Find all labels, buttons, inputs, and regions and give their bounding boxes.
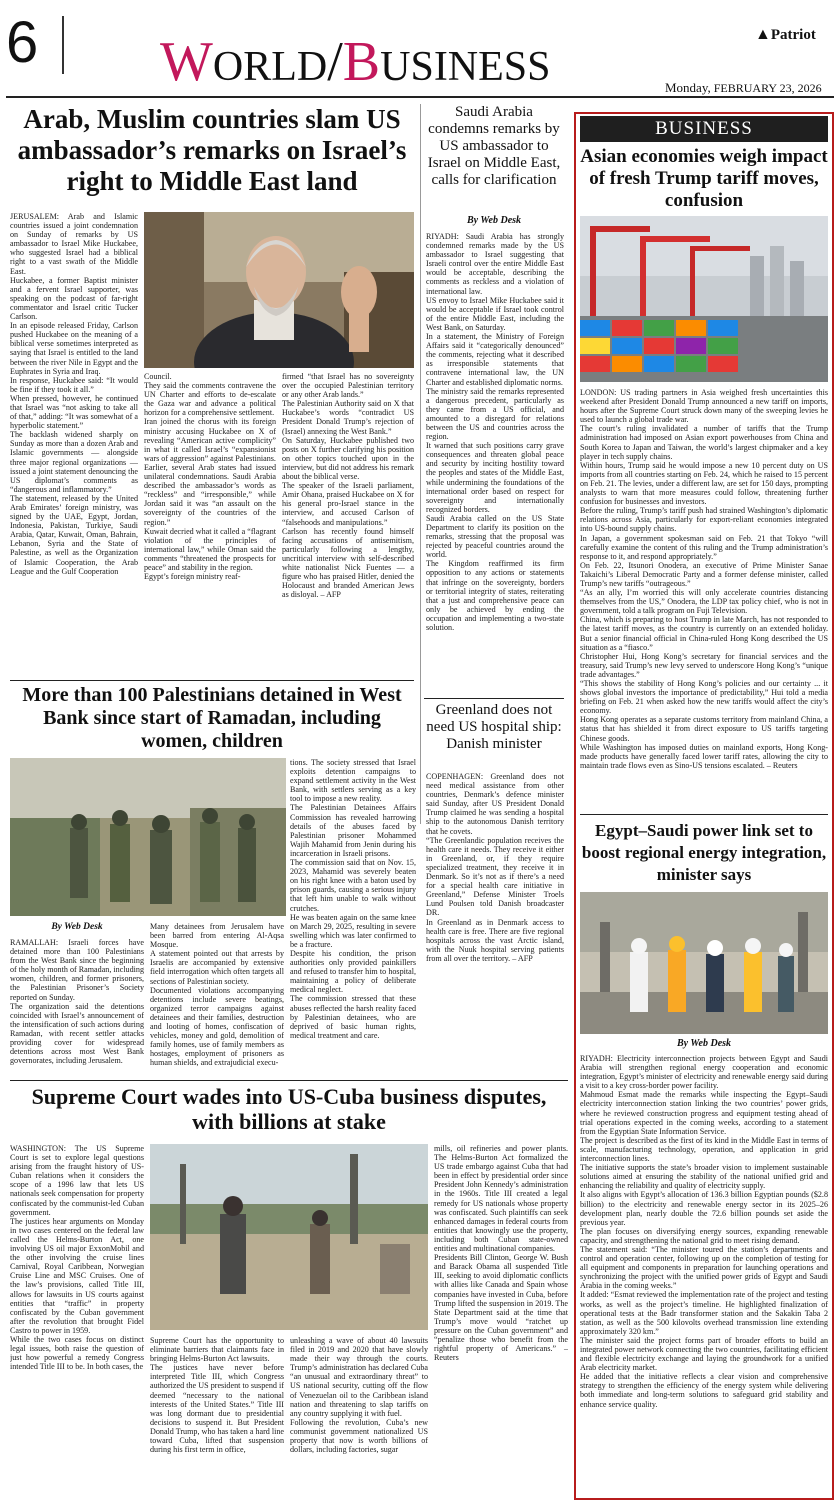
article2-byline: By Web Desk xyxy=(466,215,522,226)
article5-col2: Supreme Court has the opportunity to eliminate barriers that claimants face in bringing Helms-Burton Act lawsuits. The justices have never before interpreted Title III, which Congress authorized the US president to suspend if deemed “necessary to the national interests of the United States.” Title III was long dormant due to presidential decisions to suspend it. But President Donald Trump, who has taken a hard line toward Cuba, lifted that suspension during his first term in office, xyxy=(150,1336,284,1455)
title-usiness: USINESS xyxy=(380,44,551,90)
article7-body: RIYADH: Electricity interconnection projects between Egypt and Saudi Arabia will strengthen regional energy cooperation and economic integration, Egypt’s minister of electricity and renewable energy said during a visit to a key cross-border power facility. Mahmoud Esmat made the remarks while inspecting the Egypt–Saudi electricity interconnection station linking the two countries’ power grids, where he reviewed construction progress and equipment testing ahead of trial operations expected in the coming weeks, according to a statement from the Egyptian State Information Service. The project is described as the first of its kind in the Middle East in terms of scale, manufacturing technology, operation, and application in grid interconnection lines. The initiative supports the state’s broader vision to implement sustainable solutions aimed at ensuring the stability of the national unified grid and enhancing the reliability and quality of electricity supply. It also aligns with Egypt’s allocation of 136.3 billion Egyptian pounds ($2.8 billion) to the electricity and renewable energy sector in its 2025–26 development plan, nearly double the 72.6 billion pounds set aside the previous year. The plan focuses on diversifying energy sources, expanding renewable capacity, and strengthening the national grid to meet rising demand. The statement said: “The minister toured the station’s departments and control and operation center, following up on the completion of testing for all equipment and components in preparation for launching operations and synchronizing the project with the unified power grids of Egypt and Saudi Arabia in the coming weeks.” It added: “Esmat reviewed the implementation rate of the project and testing works, as well as the project’s timeline. He highlighted finalization of operational tests at the Badr transformer station and the Sakakin Taba 2 station, as well as the 500 kilovolts overhead transmission line extending approximately 320 km.” The minister said the project forms part of broader efforts to build an integrated power network connecting the two countries, facilitating efficient and flexible electricity exchange and laying the groundwork for a unified Arab electricity market. He added that the initiative reflects a clear vision and comprehensive strategy to strengthen the efficiency of the energy system while delivering both immediate and long-term solutions to safeguard grid stability and enhance service quality. xyxy=(580,1054,828,1409)
article2-body: RIYADH: Saudi Arabia has strongly condemned remarks made by the US ambassador to Israel suggesting that Israeli control over the entire Middle East would be acceptable, describing the comments as reckless and a violation of international law. US envoy to Israel Mike Huckabee said it would be acceptable if Israel took control of the entire Middle East, including the West Bank, on Saturday. In a statement, the Ministry of Foreign Affairs said it “categorically denounced” the comments, rejecting what it described as irresponsible statements that contravene international law, the UN Charter and established diplomatic norms. The ministry said the remarks represented a dangerous precedent, particularly as they came from a US official, and amounted to a disregard for relations between the US and countries across the region. It warned that such positions carry grave consequences and threaten global peace and security by inciting hostility toward the peoples and states of the Middle East, while undermining the foundations of the international order based on respect for sovereignty and internationally recognized borders. Saudi Arabia called on the US State Department to clarify its position on the remarks, stressing that the proposal was rejected by peaceful countries around the world. The Kingdom reaffirmed its firm opposition to any actions or statements that infringe on the sovereignty, borders or territorial integrity of states, reiterating that a just and comprehensive peace can only be achieved by ending the occupation and implementing a two-state solution. xyxy=(426,232,564,633)
page-number: 6 xyxy=(6,10,39,75)
article3-top-rule xyxy=(10,680,414,681)
article2-bottom-rule xyxy=(424,698,564,699)
article6-headline: Asian economies weigh impact of fresh Trump tariff moves, confusion xyxy=(580,146,828,211)
article3-photo xyxy=(10,758,286,916)
article4-headline: Greenland does not need US hospital ship: Danish minister xyxy=(426,702,562,752)
article3-col1: RAMALLAH: Israeli forces have detained more than 100 Palestinians from the West Bank since the beginning of the holy month of Ramadan, including women, children, and former prisoners, the Palestinian Prisoner’s Society reported on Sunday. The organization said the detentions coincided with Israel’s announcement of the intensification of such actions during Ramadan, with recent settler attacks providing cover for widespread detentions across most West Bank governorates, including Jerusalem. xyxy=(10,938,144,1066)
article1-photo xyxy=(144,212,414,368)
article7-byline: By Web Desk xyxy=(676,1038,732,1049)
article5-headline: Supreme Court wades into US-Cuba business disputes, with billions at stake xyxy=(31,1084,547,1134)
section-title xyxy=(160,30,551,94)
title-initial-b: B xyxy=(342,31,381,93)
title-orld: ORLD xyxy=(212,44,328,90)
article3-col2: Many detainees from Jerusalem have been barred from entering Al-Aqsa Mosque. A statement pointed out that arrests by Israelis are accompanied by extensive field interrogation which often targets all sections of Palestinian society. Documented violations accompanying detentions include severe beatings, organized terror campaigns against detainees and their families, destruction and looting of homes, confiscation of vehicles, money and gold, demolition of family homes, use of family members as hostages, employment of prisoners as human shields, and extrajudicial execu- xyxy=(150,922,284,1068)
article5-col4: mills, oil refineries and power plants. The Helms-Burton Act formalized the US trade embargo against Cuba that had been in effect by presidential order since President John Kennedy’s administration in the 1960s. Title III created a legal remedy for US nationals whose property was confiscated. Such plaintiffs can seek enhanced damages in federal courts from entities that knowingly use the property, including both Cuban state-owned entities and multinational companies. Presidents Bill Clinton, George W. Bush and Barack Obama all suspended Title III, seeking to avoid diplomatic conflicts with allies like Canada and Spain whose companies have invested in Cuba, before Trump lifted the suspension in 2019. The State Department said at the time that Trump’s move would “ratchet up pressure on the Cuban government” and “penalize those who benefit from the rightful property of Americans.” – Reuters xyxy=(434,1144,568,1363)
title-slash: / xyxy=(327,31,343,93)
masthead-divider xyxy=(62,16,64,74)
title-initial-w: W xyxy=(160,31,213,93)
article2-headline: Saudi Arabia condemns remarks by US ambassador to Israel on Middle East, calls for clarification xyxy=(427,104,561,188)
masthead-date: Monday, FEBRUARY 23, 2026 xyxy=(665,80,822,95)
article5-photo xyxy=(150,1144,428,1330)
article1-col2: Council. They said the comments contravene the UN Charter and efforts to de-escalate the Gaza war and advance a political horizon for a comprehensive settlement. Iran joined the chorus with its foreign ministry accusing Huckabee on X of revealing “American active complicity” in what it called Israel’s “expansionist wars of aggression” against Palestinians. Earlier, several Arab states had issued unilateral condemnations. Saudi Arabia described the ambassador’s words as “reckless” and “irresponsible,” while Jordan said it was “an assault on the sovereignty of the countries of the region.” Kuwait decried what it called a “flagrant violation of the principles of international law,” while Oman said the comments “threatened the prospects for peace” and stability in the region. Egypt’s foreign ministry reaf- xyxy=(144,372,276,582)
article5-col3: unleashing a wave of about 40 lawsuits filed in 2019 and 2020 that have slowly made their way through the courts. Trump’s administration has declared Cuba “an unusual and extraordinary threat” to US national security, cutting off the flow of Venezuelan oil to the Caribbean island nation and threatening to slap tariffs on any country supplying it with fuel. Following the revolution, Cuba’s new communist government nationalized US property that now is worth billions of dollars, including factories, sugar xyxy=(290,1336,428,1455)
article1-col3: firmed “that Israel has no sovereignty over the occupied Palestinian territory or any other Arab lands.” The Palestinian Authority said on X that Huckabee’s words “contradict US President Donald Trump’s rejection of (Israel) annexing the West Bank.” On Saturday, Huckabee published two posts on X further clarifying his position on other topics touched upon in the interview, but did not address his remark about the biblical verse. The speaker of the Israeli parliament, Amir Ohana, praised Huckabee on X for his general pro-Israel stance in the interview, and accused Carlson of “falsehoods and manipulations.” Carlson has recently found himself facing accusations of antisemitism, particularly following a lengthy, uncritical interview with self-described white nationalist Nick Fuentes — a figure who has praised Hitler, denied the Holocaust and branded American Jews as disloyal. – AFP xyxy=(282,372,414,600)
article5-col1: WASHINGTON: The US Supreme Court is set to explore legal questions arising from the fraught history of US-Cuban relations when it considers the scope of a 1996 law that lets US nationals seek compensation for property confiscated by the communist-led Cuban government. The justices hear arguments on Monday in two cases centered on the federal law called the Helms-Burton Act, one involving US oil major ExxonMobil and the other involving the cruise lines Carnival, Royal Caribbean, Norwegian Cruise Line and MSC Cruises. One of the law’s provisions, called Title III, allows for lawsuits in US courts against entities that “traffic” in property confiscated by the Cuban government after the revolution that brought Fidel Castro to power in 1959. While the two cases focus on distinct legal issues, both raise the question of just how powerful a remedy Congress intended Title III to be. In both cases, the xyxy=(10,1144,144,1372)
article6-bottom-rule xyxy=(580,814,828,815)
article3-byline: By Web Desk xyxy=(51,922,103,932)
col-divider-1 xyxy=(420,104,421,824)
brand-logo: ▲Patriot xyxy=(755,26,816,43)
business-label: BUSINESS xyxy=(580,116,828,142)
article6-body: LONDON: US trading partners in Asia weighed fresh uncertainties this weekend after President Donald Trump announced a new tariff on imports, hours after the Supreme Court struck down many of the sweeping levies he used to launch a global trade war. The court’s ruling invalidated a number of tariffs that the Trump administration had imposed on Asian export powerhouses from China and South Korea to Japan and Taiwan, the world’s largest chipmaker and a key player in tech supply chains. Within hours, Trump said he would impose a new 10 percent duty on US imports from all countries starting on Feb. 24, which he raised to 15 percent on Feb. 21. The levies, under a different law, are set for 150 days, prompting analysts to warn that more measures could follow, threatening further confusion for businesses and investors. Before the ruling, Trump’s tariff push had strained Washington’s diplomatic relations across Asia, particularly for export-reliant economies integrated into US-bound supply chains. In Japan, a government spokesman said on Feb. 21 that Tokyo “will carefully examine the content of this ruling and the Trump administration’s response to it, and respond appropriately.” On Feb. 22, Itsunori Onodera, an executive of Prime Minister Sanae Takaichi’s Liberal Democratic Party and a former defense minister, called Trump’s new tariffs “outrageous.” “As an ally, I’m worried this will only accelerate countries distancing themselves from the US,” Onodera, the LDP tax policy chief, who is not in government, told a talk program on Fuji Television. China, which is preparing to host Trump in late March, has not responded to the latest tariff moves, as the country is currently on an extended holiday. But a senior financial official in China-ruled Hong Kong described the US situation as a “fiasco.” Christopher Hui, Hong Kong’s secretary for financial services and the treasury, said Trump’s new levy served to underscore Hong Kong’s “unique trade advantages.” “This shows the stability of Hong Kong’s policies and our certainty ... it shows global investors the importance of predictability,” Hui told a media briefing on Feb. 21 when asked how the new tariffs would affect the city’s economy. Hong Kong operates as a separate customs territory from mainland China, a status that has shielded it from direct exposure to US tariffs targeting Chinese goods. While Washington has imposed duties on mainland exports, Hong Kong-made products have generally faced lower tariff rates, allowing the city to maintain trade flows even as Sino-US tensions escalated. – Reuters xyxy=(580,388,828,770)
article5-top-rule xyxy=(10,1080,568,1081)
masthead-rule xyxy=(6,96,834,98)
article7-headline: Egypt–Saudi power link set to boost regional energy integration, minister says xyxy=(581,821,827,884)
article4-body: COPENHAGEN: Greenland does not need medical assistance from other countries, Denmark’s defence minister said Sunday, after US President Donald Trump claimed he was sending a hospital ship to the autonomous Danish territory that he covets. “The Greenlandic population receives the health care it needs. They receive it either in Greenland, or, if they require specialized treatment, they receive it in Denmark. So it’s not as if there’s a need for a special health care initiative in Greenland,” Defense Minister Troels Lund Poulsen told Danish broadcaster DR. In Greenland as in Denmark access to health care is free. There are five regional hospitals across the vast Arctic island, with the Nuuk hospital serving patients from all over the territory. – AFP xyxy=(426,772,564,963)
article1-col1: JERUSALEM: Arab and Islamic countries issued a joint condemnation on Sunday of remarks by US ambassador to Israel Mike Huckabee, who suggested Israel had a biblical right to a vast swath of the Middle East. Huckabee, a former Baptist minister and a fervent Israel supporter, was speaking on the podcast of far-right commentator and Israel critic Tucker Carlson. In an episode released Friday, Carlson pushed Huckabee on the meaning of a biblical verse sometimes interpreted as saying that Israel is entitled to the land between the river Nile in Egypt and the Euphrates in Syria and Iraq. In response, Huckabee said: “It would be fine if they took it all.” When pressed, however, he continued that Israel was “not asking to take all of that,” adding: “It was somewhat of a hyperbolic statement.” The backlash widened sharply on Sunday as more than a dozen Arab and Islamic governments — alongside three major regional organizations — issued a joint statement denouncing the US diplomat’s comments as “dangerous and inflammatory.” The statement, released by the United Arab Emirates’ foreign ministry, was signed by the UAE, Egypt, Jordan, Indonesia, Pakistan, Turkiye, Saudi Arabia, Qatar, Kuwait, Oman, Bahrain, Lebanon, Syria and the State of Palestine, as well as the Organization of Islamic Cooperation, the Arab League and the Gulf Cooperation xyxy=(10,212,138,576)
article3-col3: tions. The society stressed that Israel exploits detention campaigns to expand settlement activity in the West Bank, with settlers serving as a key tool to impose a new reality. The Palestinian Detainees Affairs Commission has revealed harrowing details of the abuses faced by Palestinian prisoner Mohammed Wajih Mahamid from Jenin during his incarceration in Israeli prisons. The commission said that on Nov. 15, 2023, Mahamid was severely beaten on his right knee with a baton used by prison guards, causing a serious injury that left him unable to walk without crutches. He was beaten again on the same knee on March 29, 2025, resulting in severe swelling which was later confirmed to be a fracture. Despite his condition, the prison authorities only provided painkillers and refused to transfer him to hospital, maintaining a policy of deliberate medical neglect. The commission stressed that these abuses reflected the harsh reality faced by Palestinian detainees, who are deprived of basic human rights, medical treatment and care. xyxy=(290,758,416,1040)
article1-headline: Arab, Muslim countries slam US ambassador’s remarks on Israel’s right to Middle East land xyxy=(17,104,407,196)
article7-photo xyxy=(580,892,828,1034)
article6-photo xyxy=(580,216,828,382)
article3-headline: More than 100 Palestinians detained in West Bank since start of Ramadan, including women, children xyxy=(22,684,402,752)
